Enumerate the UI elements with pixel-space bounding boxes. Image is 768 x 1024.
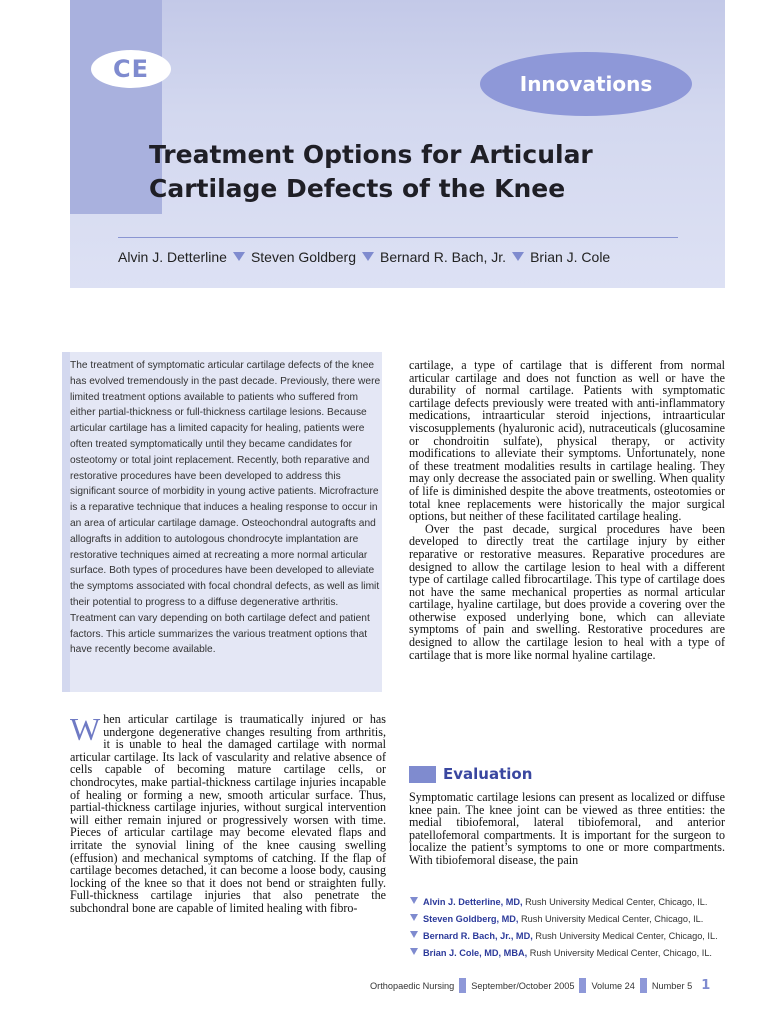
author-name: Bernard R. Bach, Jr.: [380, 249, 507, 265]
footer-separator: [579, 978, 586, 993]
body-paragraph: cartilage, a type of cartilage that is different from normal articular cartilage and does not function as well or have the durability of normal cartilage. Patients with symptomatic cartilage defects previously were treated with anti-inflammatory medications, intraarticular steroid injections, intraarticular viscosupplements (hyaluronic acid), nutraceuticals (glucosamine or chondroitin sulfate), physical therapy, or activity modifications to alleviate their symptoms. Unfortunately, none of these treatment modalities results in cartilage healing. They may only decrease the associated pain or swelling. When quality of life is diminished despite the above treatments, osteotomies or total knee replacements were historically the major surgical options, but neither of these facilitated cartilage healing.: [409, 358, 725, 524]
affiliation-institution: Rush University Medical Center, Chicago, IL.: [518, 914, 704, 924]
issue-date: September/October 2005: [471, 980, 575, 991]
title-divider: [118, 237, 678, 238]
affiliation-item: [409, 894, 739, 911]
author-name: Steven Goldberg: [250, 249, 357, 265]
abstract-box: [70, 352, 382, 692]
article-title: Treatment Options for Articular Cartilage Defects of the Knee: [149, 140, 593, 203]
body-paragraph: Symptomatic cartilage lesions can present as localized or diffuse knee pain. The knee joint can be viewed as three entities: the medial tibiofemoral, lateral tibiofemoral, and anterior patellofemoral compartments. It is important for the surgeon to localize the patient’s symptoms to one or more compartments. With tibiofemoral disease, the pain: [409, 790, 725, 867]
section-heading: [409, 765, 532, 783]
affiliation-institution: Rush University Medical Center, Chicago, IL.: [532, 931, 718, 941]
triangle-bullet-icon: [233, 252, 245, 261]
footer-separator: [640, 978, 647, 993]
body-paragraph: Over the past decade, surgical procedures have been developed to directly treat the cartilage injury by either reparative or restorative measures. Reparative procedures are designed to allow the cartilage lesion to heal with a different type of cartilage called fibrocartilage. This type of cartilage does not have the same mechanical properties as normal articular cartilage, hyaline cartilage, but does provide a covering over the otherwise exposed underlying bone, which can alleviate symptoms of pain and swelling. Restorative procedures are designed to allow the cartilage lesion to heal with a type of cartilage that is more like normal hyaline cartilage.: [409, 521, 725, 662]
triangle-bullet-icon: [410, 914, 418, 921]
affiliation-institution: Rush University Medical Center, Chicago, IL.: [527, 948, 712, 958]
heading-square-icon: [409, 766, 436, 783]
body-column-right-lower: [409, 791, 725, 867]
volume-label: Volume 24: [591, 980, 635, 991]
affiliation-institution: Rush University Medical Center, Chicago, IL.: [522, 897, 708, 907]
section-tag-label: Innovations: [519, 72, 653, 96]
author-name: Brian J. Cole: [530, 249, 611, 265]
triangle-bullet-icon: [410, 897, 418, 904]
affiliation-name: Steven Goldberg, MD,: [423, 914, 519, 924]
page-footer: [370, 978, 710, 993]
abstract-side-bar: [62, 352, 70, 692]
affiliation-name: Alvin J. Detterline, MD,: [423, 897, 523, 907]
ce-badge-label: CE: [112, 55, 149, 83]
page-number: 1: [701, 978, 711, 993]
section-heading-label: Evaluation: [443, 765, 533, 783]
affiliation-name: Bernard R. Bach, Jr., MD,: [423, 931, 533, 941]
abstract-text: The treatment of symptomatic articular cartilage defects of the knee has evolved tremendously in the past decade. Previously, there were limited treatment options available to patients who suffered from either partial-thickness or full-thickness cartilage lesions. Because articular cartilage has a limited capacity for healing, patients were often treated symptomatically until they became candidates for osteotomy or total joint replacement. Recently, both reparative and restorative procedures have been developed to address this significant source of morbidity in young active patients. Microfracture is a reparative technique that induces a healing response to occur in an area of articular cartilage damage. Osteochondral autografts and allografts in addition to autologous chondrocyte implantation are restorative techniques aimed at recreating a more normal articular surface. Both types of procedures have been developed to alleviate the symptoms associated with focal chondral defects, as well as limit their potential to progress to a diffuse degenerative arthritis. Treatment can vary depending on both cartilage defect and patient factors. This article summarizes the various treatment options that have recently become available.: [70, 360, 381, 656]
author-name: Alvin J. Detterline: [118, 249, 227, 265]
section-tag-oval: [480, 52, 692, 116]
triangle-bullet-icon: [410, 931, 418, 938]
triangle-bullet-icon: [362, 252, 374, 261]
affiliation-item: [409, 945, 739, 962]
affiliation-item: [409, 911, 739, 928]
triangle-bullet-icon: [410, 948, 418, 955]
ce-badge: [91, 50, 171, 88]
footer-separator: [459, 978, 466, 993]
drop-cap: W: [70, 711, 101, 747]
number-label: Number 5: [651, 980, 693, 991]
affiliation-item: [409, 928, 739, 945]
journal-name: Orthopaedic Nursing: [370, 980, 455, 991]
author-affiliations: [409, 894, 739, 962]
author-line: [118, 249, 718, 265]
body-paragraph: hen articular cartilage is traumatically injured or has undergone degenerative changes resulting from arthritis, it is unable to heal the damaged cartilage with normal articular cartilage. Its lack of vascularity and relative absence of cells capable of becoming mature cartilage cells, or chondrocytes, make partial-thickness cartilage injuries incapable of healing or forming a new, smooth articular surface. Thus, partial-thickness cartilage injuries, without surgical intervention will either remain injured or progressively worsen with time. Pieces of articular cartilage may become elevated flaps and irritate the synovial lining of the knee causing swelling (effusion) and mechanical symptoms of catching. If the flap of cartilage becomes detached, it can become a loose body, causing locking of the knee so that it does not bend or straighten fully. Full-thickness cartilage injuries that also penetrate the subchondral bone are capable of limited healing with fibro-: [70, 712, 386, 915]
body-column-left: [70, 713, 386, 915]
triangle-bullet-icon: [512, 252, 524, 261]
body-column-right: [409, 359, 725, 661]
affiliation-name: Brian J. Cole, MD, MBA,: [423, 948, 528, 958]
